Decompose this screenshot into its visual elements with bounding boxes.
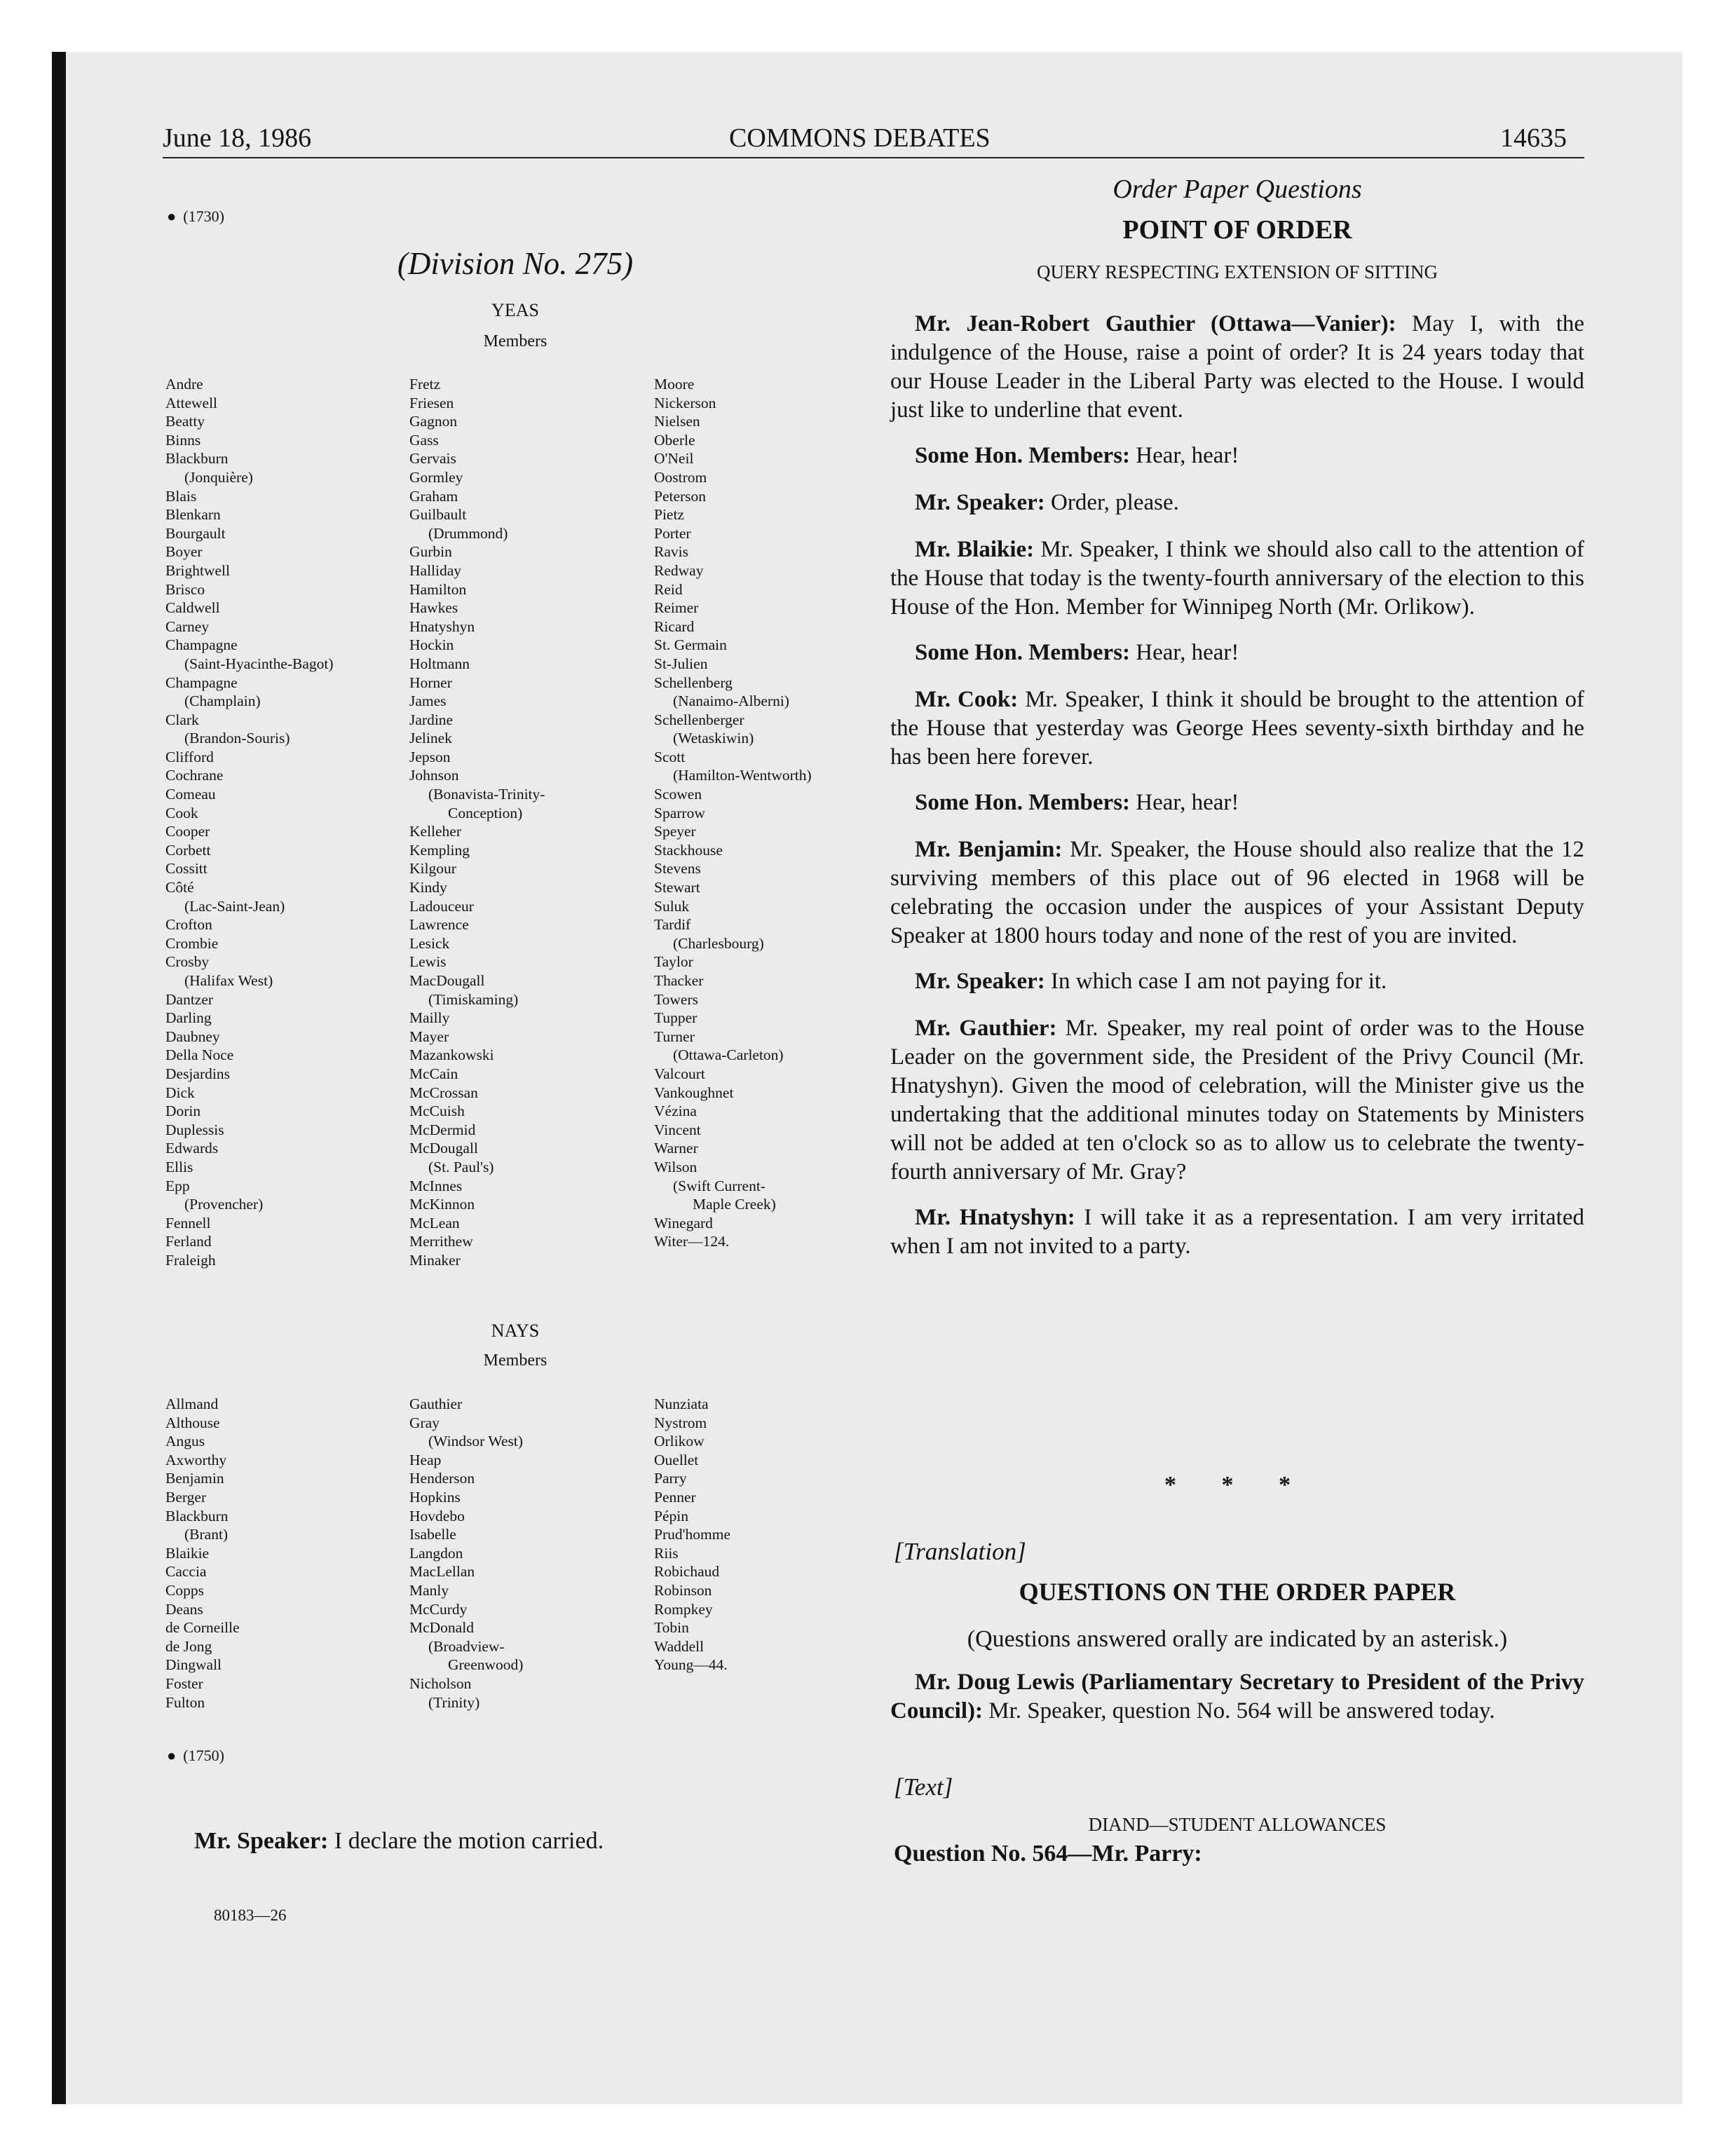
member-name: Desjardins — [165, 1065, 230, 1082]
member-name: Robinson — [654, 1581, 712, 1599]
member-name: Penner — [654, 1488, 696, 1506]
member-name: Gervais — [409, 450, 456, 468]
member-name: Towers — [654, 990, 698, 1008]
member-name: Nielsen — [654, 413, 700, 430]
member-name: Mayer — [409, 1028, 449, 1045]
member-name: (Broadview- — [428, 1637, 505, 1655]
paragraph: Mr. Benjamin: Mr. Speaker, the House should also realize that the 12 surviving members of this place out of 96 elected in 1968 will be celebrating the occasion under the auspices of your Assistant Deputy Speaker at 1800 hours today and none of the rest of you are invited. — [890, 837, 1585, 948]
member-name: (Lac-Saint-Jean) — [184, 897, 285, 915]
member-name: Hovdebo — [409, 1507, 465, 1524]
member-name: Crofton — [165, 916, 212, 934]
member-name: Cooper — [165, 823, 210, 840]
member-name: Carney — [165, 618, 210, 635]
member-name: Porter — [654, 524, 691, 542]
member-name: Kindy — [409, 879, 447, 896]
member-name: Dingwall — [165, 1656, 222, 1674]
member-name: McCurdy — [409, 1600, 468, 1618]
member-name: McLean — [409, 1214, 460, 1231]
member-name: de Jong — [165, 1637, 212, 1655]
member-name: Andre — [165, 376, 203, 393]
division-title: (Division No. 275) — [397, 246, 634, 281]
paragraph: Some Hon. Members: Hear, hear! — [915, 443, 1239, 468]
member-name: (Drummond) — [428, 524, 508, 542]
member-name: (Ottawa-Carleton) — [673, 1046, 784, 1064]
member-name: Sparrow — [654, 804, 705, 821]
debate-transcript — [890, 310, 1584, 1261]
member-name: O'Neil — [654, 450, 694, 468]
member-name: Horner — [409, 674, 452, 691]
nays-label: NAYS — [491, 1321, 540, 1341]
header-page-number: 14635 — [1500, 123, 1567, 153]
member-name: Deans — [165, 1600, 203, 1618]
member-name: Blais — [165, 487, 197, 505]
member-name: Lewis — [409, 953, 447, 971]
member-name: Ouellet — [654, 1451, 699, 1468]
question-line: Question No. 564—Mr. Parry: — [894, 1841, 1202, 1867]
text-label: [Text] — [894, 1773, 953, 1801]
member-name: Cossitt — [165, 860, 207, 878]
member-name: Stackhouse — [654, 841, 723, 859]
member-name: Nicholson — [409, 1674, 472, 1692]
member-name: Duplessis — [165, 1121, 224, 1138]
member-name: Clark — [165, 711, 199, 728]
member-name: Allmand — [165, 1396, 219, 1412]
member-name: McDonald — [409, 1619, 474, 1637]
member-name: Schellenberger — [654, 711, 744, 728]
member-name: (Hamilton-Wentworth) — [673, 767, 812, 784]
member-name: Parry — [654, 1470, 687, 1487]
member-name: Gauthier — [409, 1396, 463, 1412]
member-name: Reid — [654, 580, 683, 598]
member-name: Fretz — [409, 376, 441, 393]
member-name: Caldwell — [165, 599, 220, 617]
member-name: Blackburn — [165, 450, 229, 468]
member-name: McDougall — [409, 1140, 478, 1157]
member-name: Della Noce — [165, 1046, 234, 1064]
member-name: Speyer — [654, 823, 696, 840]
member-name: Manly — [409, 1581, 449, 1599]
member-name: Suluk — [654, 897, 690, 915]
member-name: Valcourt — [654, 1065, 705, 1082]
member-name: Winegard — [654, 1214, 713, 1231]
section-separator: * * * — [1164, 1472, 1310, 1498]
member-name: Mailly — [409, 1009, 450, 1027]
member-name: Ferland — [165, 1233, 212, 1250]
member-name: (Jonquière) — [184, 468, 253, 486]
member-name: Blenkarn — [165, 506, 221, 524]
paragraph: Mr. Hnatyshyn: I will take it as a representation. I am very irritated when I am not invited to a party. — [890, 1205, 1584, 1259]
member-name: Nickerson — [654, 394, 716, 411]
member-name: Turner — [654, 1028, 695, 1045]
member-name: (Windsor West) — [428, 1433, 523, 1450]
member-name: Edwards — [165, 1140, 219, 1157]
time-marker-top: ● (1730) — [167, 207, 224, 226]
member-name: Maple Creek) — [693, 1196, 776, 1213]
member-name: Orlikow — [654, 1433, 705, 1450]
member-name: Friesen — [409, 394, 454, 411]
member-name: Crosby — [165, 953, 210, 971]
paragraph: Mr. Speaker: In which case I am not paying for it. — [915, 969, 1387, 994]
member-name: Fulton — [165, 1693, 205, 1711]
member-name: Fennell — [165, 1214, 211, 1231]
member-name: Ravis — [654, 543, 688, 561]
member-name: (Charlesbourg) — [673, 934, 764, 952]
member-name: (St. Paul's) — [428, 1158, 494, 1175]
nays-members-label: Members — [483, 1351, 547, 1370]
member-name: Robichaud — [654, 1563, 720, 1581]
member-name: Bourgault — [165, 524, 226, 542]
member-name: McCuish — [409, 1103, 465, 1120]
member-name: Berger — [165, 1488, 207, 1506]
member-name: McKinnon — [409, 1196, 475, 1213]
nays-column-3 — [654, 1395, 730, 1674]
member-name: Copps — [165, 1581, 204, 1599]
member-name: de Corneille — [165, 1619, 240, 1637]
paragraph: Mr. Cook: Mr. Speaker, I think it should be brought to the attention of the House that yesterday was George Hees seventy-sixth birthday and he has been here forever. — [890, 687, 1584, 770]
closing-speaker: Mr. Speaker: — [194, 1828, 329, 1854]
questions-heading: QUESTIONS ON THE ORDER PAPER — [1019, 1578, 1456, 1606]
member-name: Vézina — [654, 1103, 697, 1120]
member-name: Jepson — [409, 748, 451, 765]
paragraph: Mr. Gauthier: Mr. Speaker, my real point of order was to the House Leader on the government side, the President of the Privy Council (Mr. Hnatyshyn). Given the mood of celebration, will the Minister give us the undertaking that the additional minutes today on Statements by Ministers will not be added at ten o'clock so as to allow us to celebrate the twenty-fourth anniversary of Mr. Gray? — [890, 1016, 1585, 1185]
member-name: Moore — [654, 376, 695, 393]
member-name: Riis — [654, 1544, 679, 1562]
member-name: Pietz — [654, 506, 684, 524]
member-name: Langdon — [409, 1544, 463, 1562]
member-name: Foster — [165, 1674, 203, 1692]
member-name: (Trinity) — [428, 1693, 480, 1711]
member-name: Lawrence — [409, 916, 469, 934]
closing-text: I declare the motion carried. — [334, 1828, 604, 1854]
member-name: Taylor — [654, 953, 693, 971]
member-name: (Brandon-Souris) — [184, 730, 290, 747]
member-name: Ricard — [654, 618, 695, 635]
member-name: Henderson — [409, 1470, 475, 1487]
member-name: Clifford — [165, 748, 214, 765]
member-name: Hawkes — [409, 599, 458, 617]
member-name: Stevens — [654, 860, 701, 878]
closing-statement — [194, 1828, 604, 1855]
member-name: James — [409, 692, 447, 710]
member-name: Lesick — [409, 934, 450, 952]
member-name: Dick — [165, 1084, 195, 1101]
member-name: Holtmann — [409, 655, 470, 672]
member-name: Cochrane — [165, 767, 224, 784]
member-name: Witer—124. — [654, 1233, 730, 1250]
member-name: St. Germain — [654, 636, 727, 654]
member-name: Gormley — [409, 468, 463, 486]
member-name: Gray — [409, 1414, 440, 1431]
member-name: Gagnon — [409, 413, 458, 430]
member-name: Darling — [165, 1009, 212, 1027]
member-name: Benjamin — [165, 1470, 224, 1487]
member-name: Jelinek — [409, 730, 452, 747]
point-of-order-heading: POINT OF ORDER — [1122, 215, 1352, 245]
paragraph: Mr. Blaikie: Mr. Speaker, I think we should also call to the attention of the House that today is the twenty-fourth anniversary of the election to this House of the Hon. Member for Winnipeg North (Mr. Orlikow). — [890, 537, 1584, 620]
member-name: Graham — [409, 487, 458, 505]
member-name: Tupper — [654, 1009, 698, 1027]
member-name: Hopkins — [409, 1488, 461, 1506]
member-name: Warner — [654, 1140, 698, 1157]
section-heading: Order Paper Questions — [1113, 175, 1362, 204]
member-name: Ellis — [165, 1158, 193, 1175]
member-name: Mazankowski — [409, 1046, 494, 1064]
subheading: QUERY RESPECTING EXTENSION OF SITTING — [1037, 261, 1438, 282]
member-name: Scowen — [654, 786, 702, 803]
member-name: Merrithew — [409, 1233, 473, 1250]
member-name: Dorin — [165, 1103, 201, 1120]
member-name: Peterson — [654, 487, 707, 505]
nays-column-1 — [165, 1395, 240, 1712]
member-name: Binns — [165, 431, 201, 449]
member-name: McCrossan — [409, 1084, 478, 1101]
member-name: Johnson — [409, 767, 459, 784]
binding-edge — [52, 52, 66, 2104]
member-name: Reimer — [654, 599, 699, 617]
member-name: Beatty — [165, 413, 205, 430]
nays-column-2 — [409, 1395, 523, 1712]
member-name: Boyer — [165, 543, 203, 561]
member-name: Vankoughnet — [654, 1084, 734, 1101]
member-name: (Wetaskiwin) — [673, 730, 754, 747]
paragraph: Mr. Jean-Robert Gauthier (Ottawa—Vanier): May I, with the indulgence of the House, raise a point of order? It is 24 years today that our House Leader in the Liberal Party was elected to the House. I would just like to underline that event. — [890, 311, 1585, 423]
member-name: (Halifax West) — [184, 972, 273, 989]
member-name: Schellenberg — [654, 674, 733, 691]
member-name: (Swift Current- — [673, 1177, 766, 1194]
time-marker-bottom: ● (1750) — [167, 1747, 224, 1765]
lewis-paragraph: Mr. Doug Lewis (Parliamentary Secretary to President of the Privy Council): Mr. Speaker, question No. 564 will be answered today. — [890, 1670, 1584, 1724]
member-name: McDermid — [409, 1121, 476, 1138]
member-name: Vincent — [654, 1121, 701, 1138]
member-name: Conception) — [448, 804, 523, 821]
member-name: Minaker — [409, 1251, 461, 1269]
member-name: Nystrom — [654, 1414, 707, 1431]
member-name: (Timiskaming) — [428, 990, 519, 1008]
member-name: (Brant) — [184, 1526, 229, 1543]
member-name: Rompkey — [654, 1600, 713, 1618]
member-name: (Bonavista-Trinity- — [428, 786, 545, 803]
member-name: Axworthy — [165, 1451, 227, 1468]
member-name: Kilgour — [409, 860, 456, 878]
member-name: Prud'homme — [654, 1526, 730, 1543]
member-name: Wilson — [654, 1158, 698, 1175]
member-name: Tobin — [654, 1619, 689, 1637]
member-name: Jardine — [409, 711, 454, 728]
yeas-column-2 — [409, 375, 545, 1270]
member-name: Young—44. — [654, 1656, 728, 1674]
header-date: June 18, 1986 — [163, 123, 312, 153]
member-name: Cook — [165, 804, 198, 821]
member-name: St-Julien — [654, 655, 708, 672]
member-name: Crombie — [165, 934, 219, 952]
questions-note: (Questions answered orally are indicated by an asterisk.) — [967, 1626, 1508, 1652]
member-name: Blackburn — [165, 1507, 229, 1524]
member-name: Blaikie — [165, 1544, 210, 1562]
member-name: Gass — [409, 431, 439, 449]
diand-heading: DIAND—STUDENT ALLOWANCES — [1088, 1814, 1387, 1835]
member-name: Dantzer — [165, 990, 214, 1008]
footer-code: 80183—26 — [214, 1906, 287, 1924]
member-name: Isabelle — [409, 1526, 456, 1543]
member-name: Hockin — [409, 636, 454, 654]
header-rule — [163, 157, 1584, 158]
member-name: Halliday — [409, 561, 462, 579]
member-name: Kelleher — [409, 823, 462, 840]
member-name: Angus — [165, 1433, 205, 1450]
member-name: MacLellan — [409, 1563, 475, 1581]
member-name: Epp — [165, 1177, 190, 1194]
member-name: Caccia — [165, 1563, 207, 1581]
member-name: Côté — [165, 879, 194, 896]
member-name: Champagne — [165, 674, 238, 691]
yeas-column-3 — [654, 375, 812, 1251]
member-name: Waddell — [654, 1637, 705, 1655]
member-name: Scott — [654, 748, 686, 765]
member-name: (Champlain) — [184, 692, 261, 710]
member-name: Hnatyshyn — [409, 618, 475, 635]
member-name: MacDougall — [409, 972, 485, 989]
member-name: Greenwood) — [448, 1656, 524, 1674]
member-name: Stewart — [654, 879, 700, 896]
member-name: Heap — [409, 1451, 442, 1468]
yeas-column-1 — [165, 375, 334, 1270]
paragraph: Some Hon. Members: Hear, hear! — [915, 640, 1239, 665]
member-name: Oostrom — [654, 468, 707, 486]
member-name: Thacker — [654, 972, 704, 989]
member-name: (Provencher) — [184, 1196, 264, 1213]
member-name: Gurbin — [409, 543, 452, 561]
member-name: Pépin — [654, 1507, 688, 1524]
member-name: Ladouceur — [409, 897, 474, 915]
member-name: Brisco — [165, 580, 205, 598]
member-name: Corbett — [165, 841, 211, 859]
paragraph: Mr. Speaker: Order, please. — [915, 490, 1179, 515]
member-name: Guilbault — [409, 506, 467, 524]
member-name: (Nanaimo-Alberni) — [673, 692, 789, 710]
yeas-members-label: Members — [483, 332, 547, 350]
member-name: (Saint-Hyacinthe-Bagot) — [184, 655, 334, 672]
member-name: Fraleigh — [165, 1251, 216, 1269]
member-name: Nunziata — [654, 1396, 709, 1412]
member-name: Kempling — [409, 841, 470, 859]
member-name: McCain — [409, 1065, 458, 1082]
member-name: Tardif — [654, 916, 691, 934]
header-title: COMMONS DEBATES — [729, 123, 991, 153]
member-name: Attewell — [165, 394, 218, 411]
member-name: McInnes — [409, 1177, 463, 1194]
member-name: Brightwell — [165, 561, 230, 579]
translation-label: [Translation] — [894, 1538, 1026, 1565]
member-name: Hamilton — [409, 580, 467, 598]
member-name: Redway — [654, 561, 704, 579]
member-name: Champagne — [165, 636, 238, 654]
member-name: Oberle — [654, 431, 695, 449]
yeas-label: YEAS — [491, 300, 539, 320]
member-name: Daubney — [165, 1028, 220, 1045]
member-name: Comeau — [165, 786, 216, 803]
member-name: Althouse — [165, 1414, 220, 1431]
paragraph: Some Hon. Members: Hear, hear! — [915, 790, 1239, 815]
